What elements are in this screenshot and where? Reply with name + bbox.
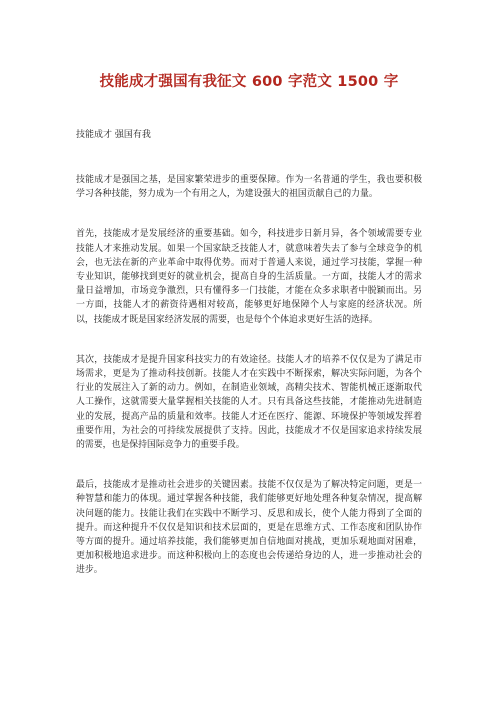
paragraph-economy: 首先，技能成才是发展经济的重要基础。如今，科技进步日新月异，各个领域需要专业技能人才来推动发展。如果一个国家缺乏技能人才，就意味着失去了参与全球竞争的机会，也无法在新的产业革命中取得优势。而对于普通人来说，通过学习技能，掌握一种专业知识，能够找到更好的就业机会，提高自身的生活质量。一方面，技能人才的需求量日益增加，市场竞争激烈，只有懂得多一门技能，才能在众多求职者中脱颖而出。另一方面，技能人才的薪资待遇相对较高，能够更好地保障个人与家庭的经济状况。所以，技能成才既是国家经济发展的需要，也是每个个体追求更好生活的选择。	[76, 229, 422, 325]
paragraph-society: 最后，技能成才是推动社会进步的关键因素。技能不仅仅是为了解决特定问题，更是一种智慧和能力的体现。通过掌握各种技能，我们能够更好地处理各种复杂情况，提高解决问题的能力。技能让我们在实践中不断学习、反思和成长，使个人能力得到了全面的提升。而这种提升不仅仅是知识和技术层面的，更是在思维方式、工作态度和团队协作等方面的提升。通过培养技能，我们能够更加自信地面对挑战，更加乐观地面对困难，更加积极地追求进步。而这种积极向上的态度也会传递给身边的人，进一步推动社会的进步。	[76, 480, 422, 576]
paragraph-technology: 其次，技能成才是提升国家科技实力的有效途径。技能人才的培养不仅仅是为了满足市场需求，更是为了推动科技创新。技能人才在实践中不断探索，解决实际问题，为各个行业的发展注入了新的动力。例如，在制造业领域，高精尖技术、智能机械正逐渐取代人工操作，这就需要大量掌握相关技能的人才。只有具备这些技能，才能推动先进制造业的发展，提高产品的质量和效率。技能人才还在医疗、能源、环境保护等领域发挥着重要作用，为社会的可持续发展提供了支持。因此，技能成才不仅是国家追求持续发展的需要，也是保持国际竞争力的重要手段。	[76, 354, 422, 451]
document-title: 技能成才强国有我征文 600 字范文 1500 字	[99, 74, 399, 90]
document-subtitle: 技能成才 强国有我	[76, 130, 151, 140]
paragraph-intro: 技能成才是强国之基，是国家繁荣进步的重要保障。作为一名普通的学生，我也要积极学习各种技能，努力成为一个有用之人，为建设强大的祖国贡献自己的力量。	[76, 175, 422, 200]
